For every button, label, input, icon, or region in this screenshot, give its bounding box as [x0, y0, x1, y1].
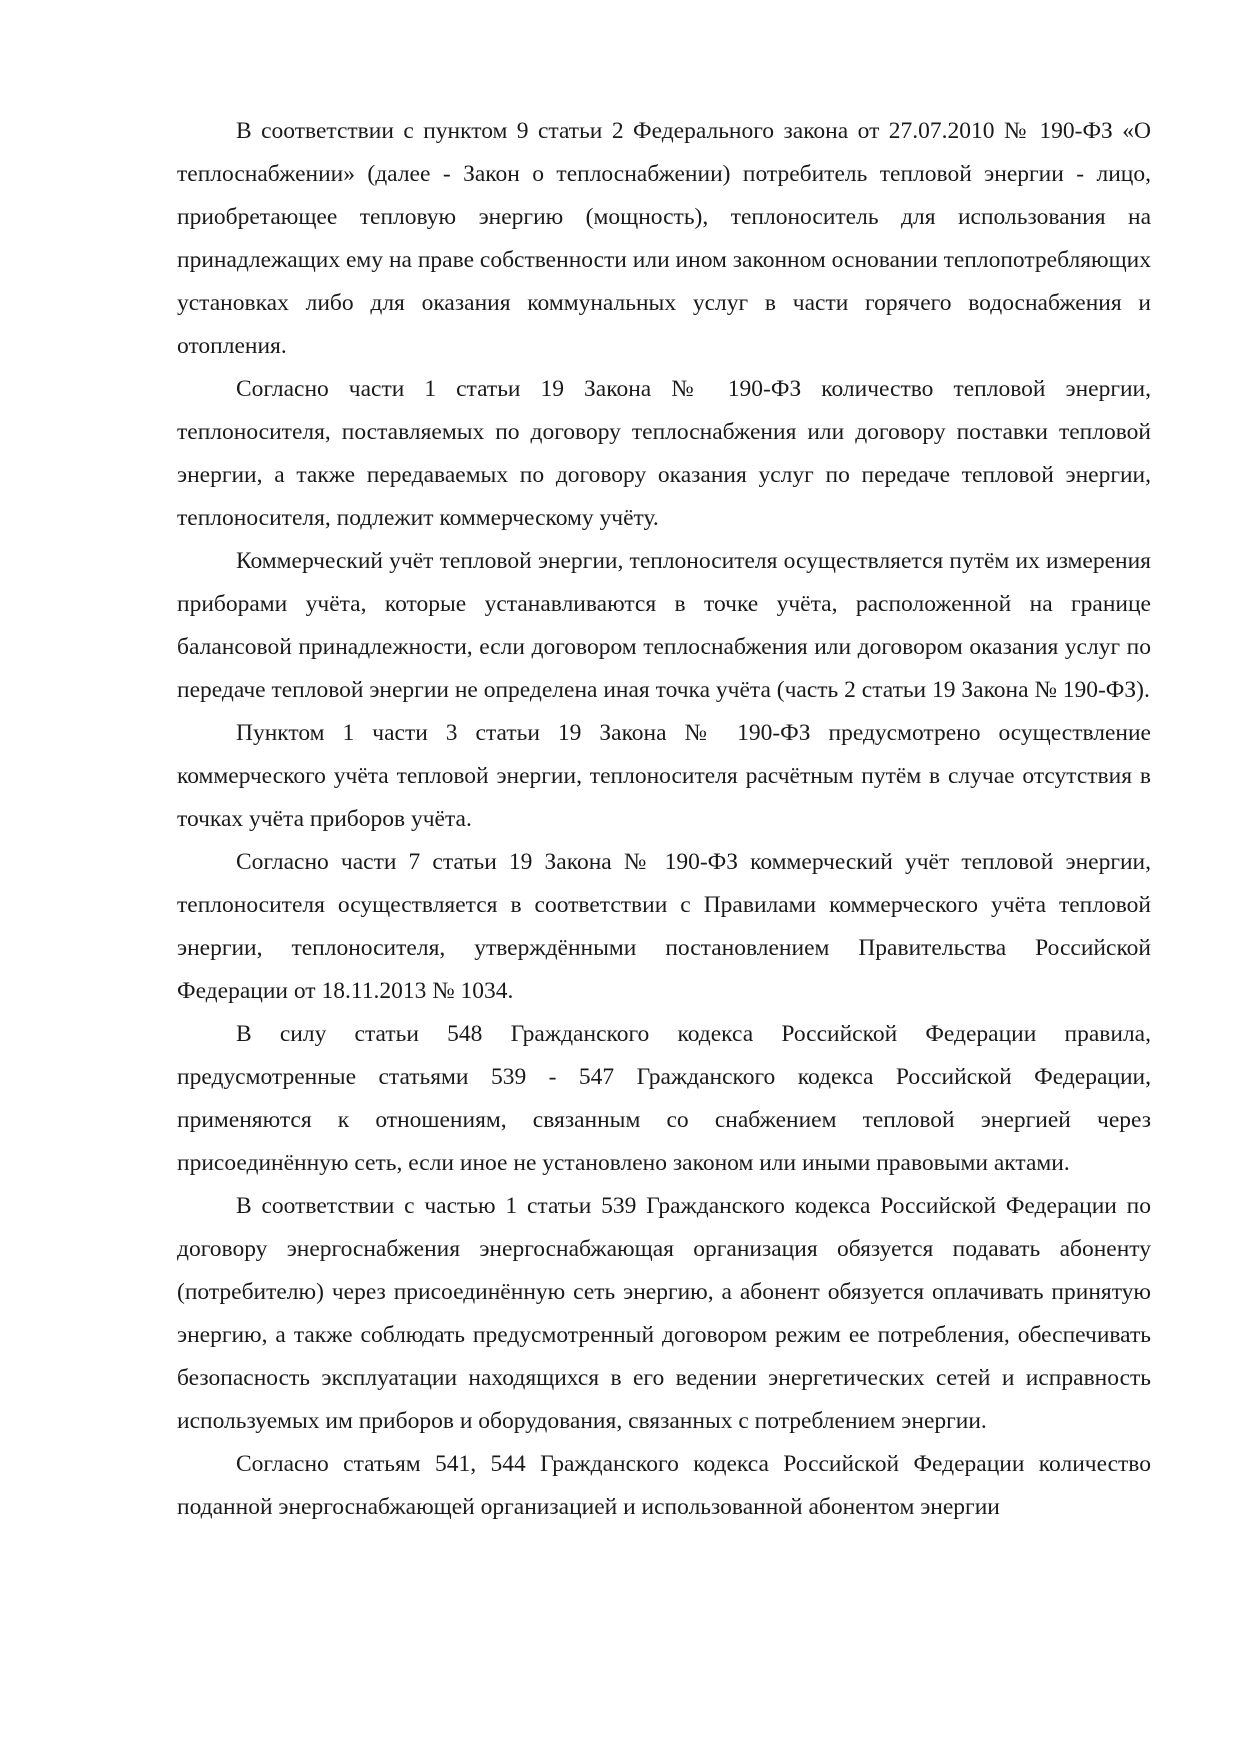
paragraph-4: Пунктом 1 части 3 статьи 19 Закона № 190-ФЗ предусмотрено осуществление коммерческого учёта тепловой энергии, теплоносителя расчётным путём в случае отсутствия в точках учёта приборов учёта.: [177, 720, 1151, 832]
paragraph-3: Коммерческий учёт тепловой энергии, теплоносителя осуществляется путём их измерения приборами учёта, которые устанавливаются в точке учёта, расположенной на границе балансовой принадлежности, если договором теплоснабжения или договором оказания услуг по передаче тепловой энергии не определена иная точка учёта (часть 2 статьи 19 Закона № 190-ФЗ).: [177, 548, 1151, 703]
paragraph-5: Согласно части 7 статьи 19 Закона № 190-ФЗ коммерческий учёт тепловой энергии, теплоносителя осуществляется в соответствии с Правилами коммерческого учёта тепловой энергии, теплоносителя, утверждёнными постановлением Правительства Российской Федерации от 18.11.2013 № 1034.: [177, 849, 1151, 1004]
paragraph-7: В соответствии с частью 1 статьи 539 Гражданского кодекса Российской Федерации по договору энергоснабжения энергоснабжающая организация обязуется подавать абоненту (потребителю) через присоединённую сеть энергию, а абонент обязуется оплачивать принятую энергию, а также соблюдать предусмотренный договором режим ее потребления, обеспечивать безопасность эксплуатации находящихся в его ведении энергетических сетей и исправность используемых им приборов и оборудования, связанных с потреблением энергии.: [177, 1193, 1151, 1434]
paragraph-6: В силу статьи 548 Гражданского кодекса Российской Федерации правила, предусмотренные статьями 539 - 547 Гражданского кодекса Российской Федерации, применяются к отношениям, связанным со снабжением тепловой энергией через присоединённую сеть, если иное не установлено законом или иными правовыми актами.: [177, 1021, 1151, 1176]
paragraph-8: Согласно статьям 541, 544 Гражданского кодекса Российской Федерации количество поданной энергоснабжающей организацией и использованной абонентом энергии: [177, 1451, 1151, 1520]
paragraph-1: В соответствии с пунктом 9 статьи 2 Федерального закона от 27.07.2010 № 190-ФЗ «О теплоснабжении» (далее - Закон о теплоснабжении) потребитель тепловой энергии - лицо, приобретающее тепловую энергию (мощность), теплоноситель для использования на принадлежащих ему на праве собственности или ином законном основании теплопотребляющих установках либо для оказания коммунальных услуг в части горячего водоснабжения и отопления.: [177, 118, 1151, 359]
paragraph-2: Согласно части 1 статьи 19 Закона № 190-ФЗ количество тепловой энергии, теплоносителя, поставляемых по договору теплоснабжения или договору поставки тепловой энергии, а также передаваемых по договору оказания услуг по передаче тепловой энергии, теплоносителя, подлежит коммерческому учёту.: [177, 376, 1151, 531]
document-body: [177, 110, 1151, 1529]
